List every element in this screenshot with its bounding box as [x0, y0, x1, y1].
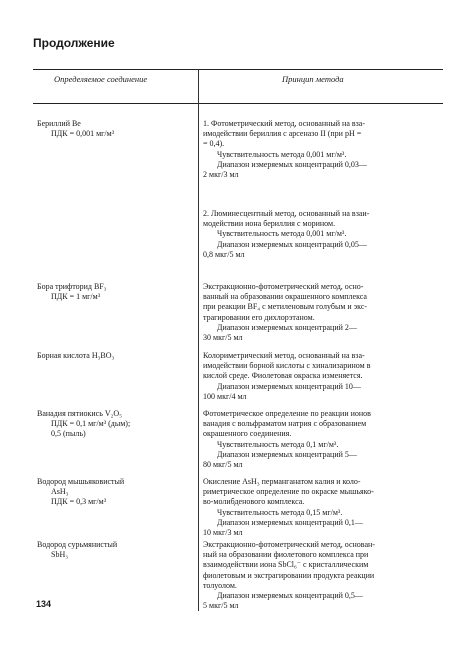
method-line: Чувствительность метода 0,001 мг/м³. — [217, 229, 347, 239]
method-line: Экстракционно-фотометрический метод, осно- — [203, 282, 364, 291]
method-line: модействии иона бериллия с морином. — [203, 219, 336, 229]
method-line: толуолом. — [203, 580, 237, 590]
compound-name: Водород мышьяковистый — [37, 477, 125, 486]
method-line: Диапазон измеряемых концентраций 0,1— — [217, 517, 363, 527]
method-line: Фотометрическое определение по реакции ионов — [203, 409, 371, 418]
table-top-rule — [33, 69, 443, 70]
compound-name: Бериллий Ве — [37, 119, 81, 128]
method-line: Диапазон измеряемых концентраций 10— — [217, 381, 361, 391]
page-number: 134 — [36, 599, 52, 609]
method-line: Диапазон измеряемых концентраций 0,03— — [217, 159, 367, 169]
method-line: имодействии бериллия с арсеназо II (при рН = — [203, 129, 362, 139]
method-line: трагировании его дихлорэтаном. — [203, 312, 315, 322]
method-line: Диапазон измеряемых концентраций 0,5— — [217, 591, 363, 601]
row-boric-acid-method — [203, 351, 443, 402]
compound-name: Ванадия пятиокись V₂O₅ — [37, 409, 122, 418]
method-line: Чувствительность метода 0,15 мг/м³. — [217, 507, 343, 517]
method-line: Окисление AsH₃ перманганатом калия и коло- — [203, 477, 361, 486]
method-line: окрашенного соединения. — [203, 429, 292, 439]
method-line: Диапазон измеряемых концентраций 0,05— — [217, 239, 367, 249]
method-line: Экстракционно-фотометрический метод, основан- — [203, 540, 375, 549]
method-line: имодействии борной кислоты с хинализарином в — [203, 361, 371, 371]
method-line: 80 мкг/5 мл — [203, 460, 243, 470]
row-vanadium-method — [203, 409, 443, 470]
method-line: риметрическое определение по окраске мышьяко- — [203, 487, 374, 497]
row-stibine-compound — [37, 540, 195, 560]
compound-limit: 0,5 (пыль) — [51, 429, 86, 439]
method-line: взаимодействии иона SbCl₆⁻ с кристаллическим — [203, 560, 369, 570]
method-line: = 0,4). — [203, 139, 225, 149]
row-boric-acid-compound — [37, 351, 195, 361]
method-line: Чувствительность метода 0,001 мг/м³. — [217, 149, 347, 159]
column-divider — [198, 69, 199, 611]
method-line: ванадия с вольфраматом натрия с образованием — [203, 419, 367, 429]
compound-limit: ПДК = 0,3 мг/м³ — [51, 497, 107, 507]
compound-limit: ПДК = 0,001 мг/м³ — [51, 129, 115, 139]
method-line: 0,8 мкг/5 мл — [203, 249, 245, 259]
method-line: Чувствительность метода 0,1 мг/м³. — [217, 439, 339, 449]
method-line: 10 мкг/3 мл — [203, 528, 243, 538]
header-left: Определяемое соединение — [54, 74, 148, 84]
method-line: 100 мкг/4 мл — [203, 391, 247, 401]
row-boron-trifluoride-compound — [37, 282, 195, 302]
row-arsine-compound — [37, 477, 195, 508]
compound-formula: SbH₃ — [51, 550, 69, 560]
method-line: Диапазон измеряемых концентраций 5— — [217, 449, 357, 459]
page-heading: Продолжение — [33, 36, 115, 50]
compound-limit: ПДК = 1 мг/м³ — [51, 292, 101, 302]
row-arsine-method — [203, 477, 443, 538]
method-line: 2 мкг/3 мл — [203, 170, 239, 180]
row-beryllium-method-2 — [203, 209, 443, 260]
row-vanadium-compound — [37, 409, 195, 440]
method-line: во-молибденового комплекса. — [203, 497, 305, 507]
method-line: 5 мкг/5 мл — [203, 601, 239, 611]
method-line: Диапазон измеряемых концентраций 2— — [217, 322, 357, 332]
header-rule-left — [33, 103, 198, 104]
header-right: Принцип метода — [282, 74, 344, 84]
method-line: ванный на образовании окрашенного комплекса — [203, 292, 367, 302]
method-line: Колориметрический метод, основанный на вза- — [203, 351, 365, 360]
header-rule-right — [199, 103, 443, 104]
method-line: 1. Фотометрический метод, основанный на вза- — [203, 119, 366, 128]
row-stibine-method — [203, 540, 443, 611]
compound-limit: ПДК = 0,1 мг/м³ (дым); — [51, 419, 131, 429]
compound-name: Бора трифторид BF₃ — [37, 282, 107, 291]
method-line: при реакции BF₄ с метиленовым голубым и экс- — [203, 302, 368, 312]
compound-name: Борная кислота H₃BO₃ — [37, 351, 115, 360]
row-boron-trifluoride-method — [203, 282, 443, 343]
compound-formula: AsH₃ — [51, 487, 69, 497]
row-beryllium-method-1 — [203, 119, 443, 180]
method-line: ный на образовании фиолетового комплекса при — [203, 550, 369, 560]
method-line: фиолетовым и экстрагировании продукта реакции — [203, 570, 375, 580]
compound-name: Водород сурьмянистый — [37, 540, 118, 549]
method-line: кислой среде. Фиолетовая окраска изменяется. — [203, 371, 363, 381]
row-beryllium-compound — [37, 119, 195, 139]
method-line: 30 мкг/5 мл — [203, 333, 243, 343]
method-line: 2. Люминесцентный метод, основанный на взаи- — [203, 209, 370, 218]
